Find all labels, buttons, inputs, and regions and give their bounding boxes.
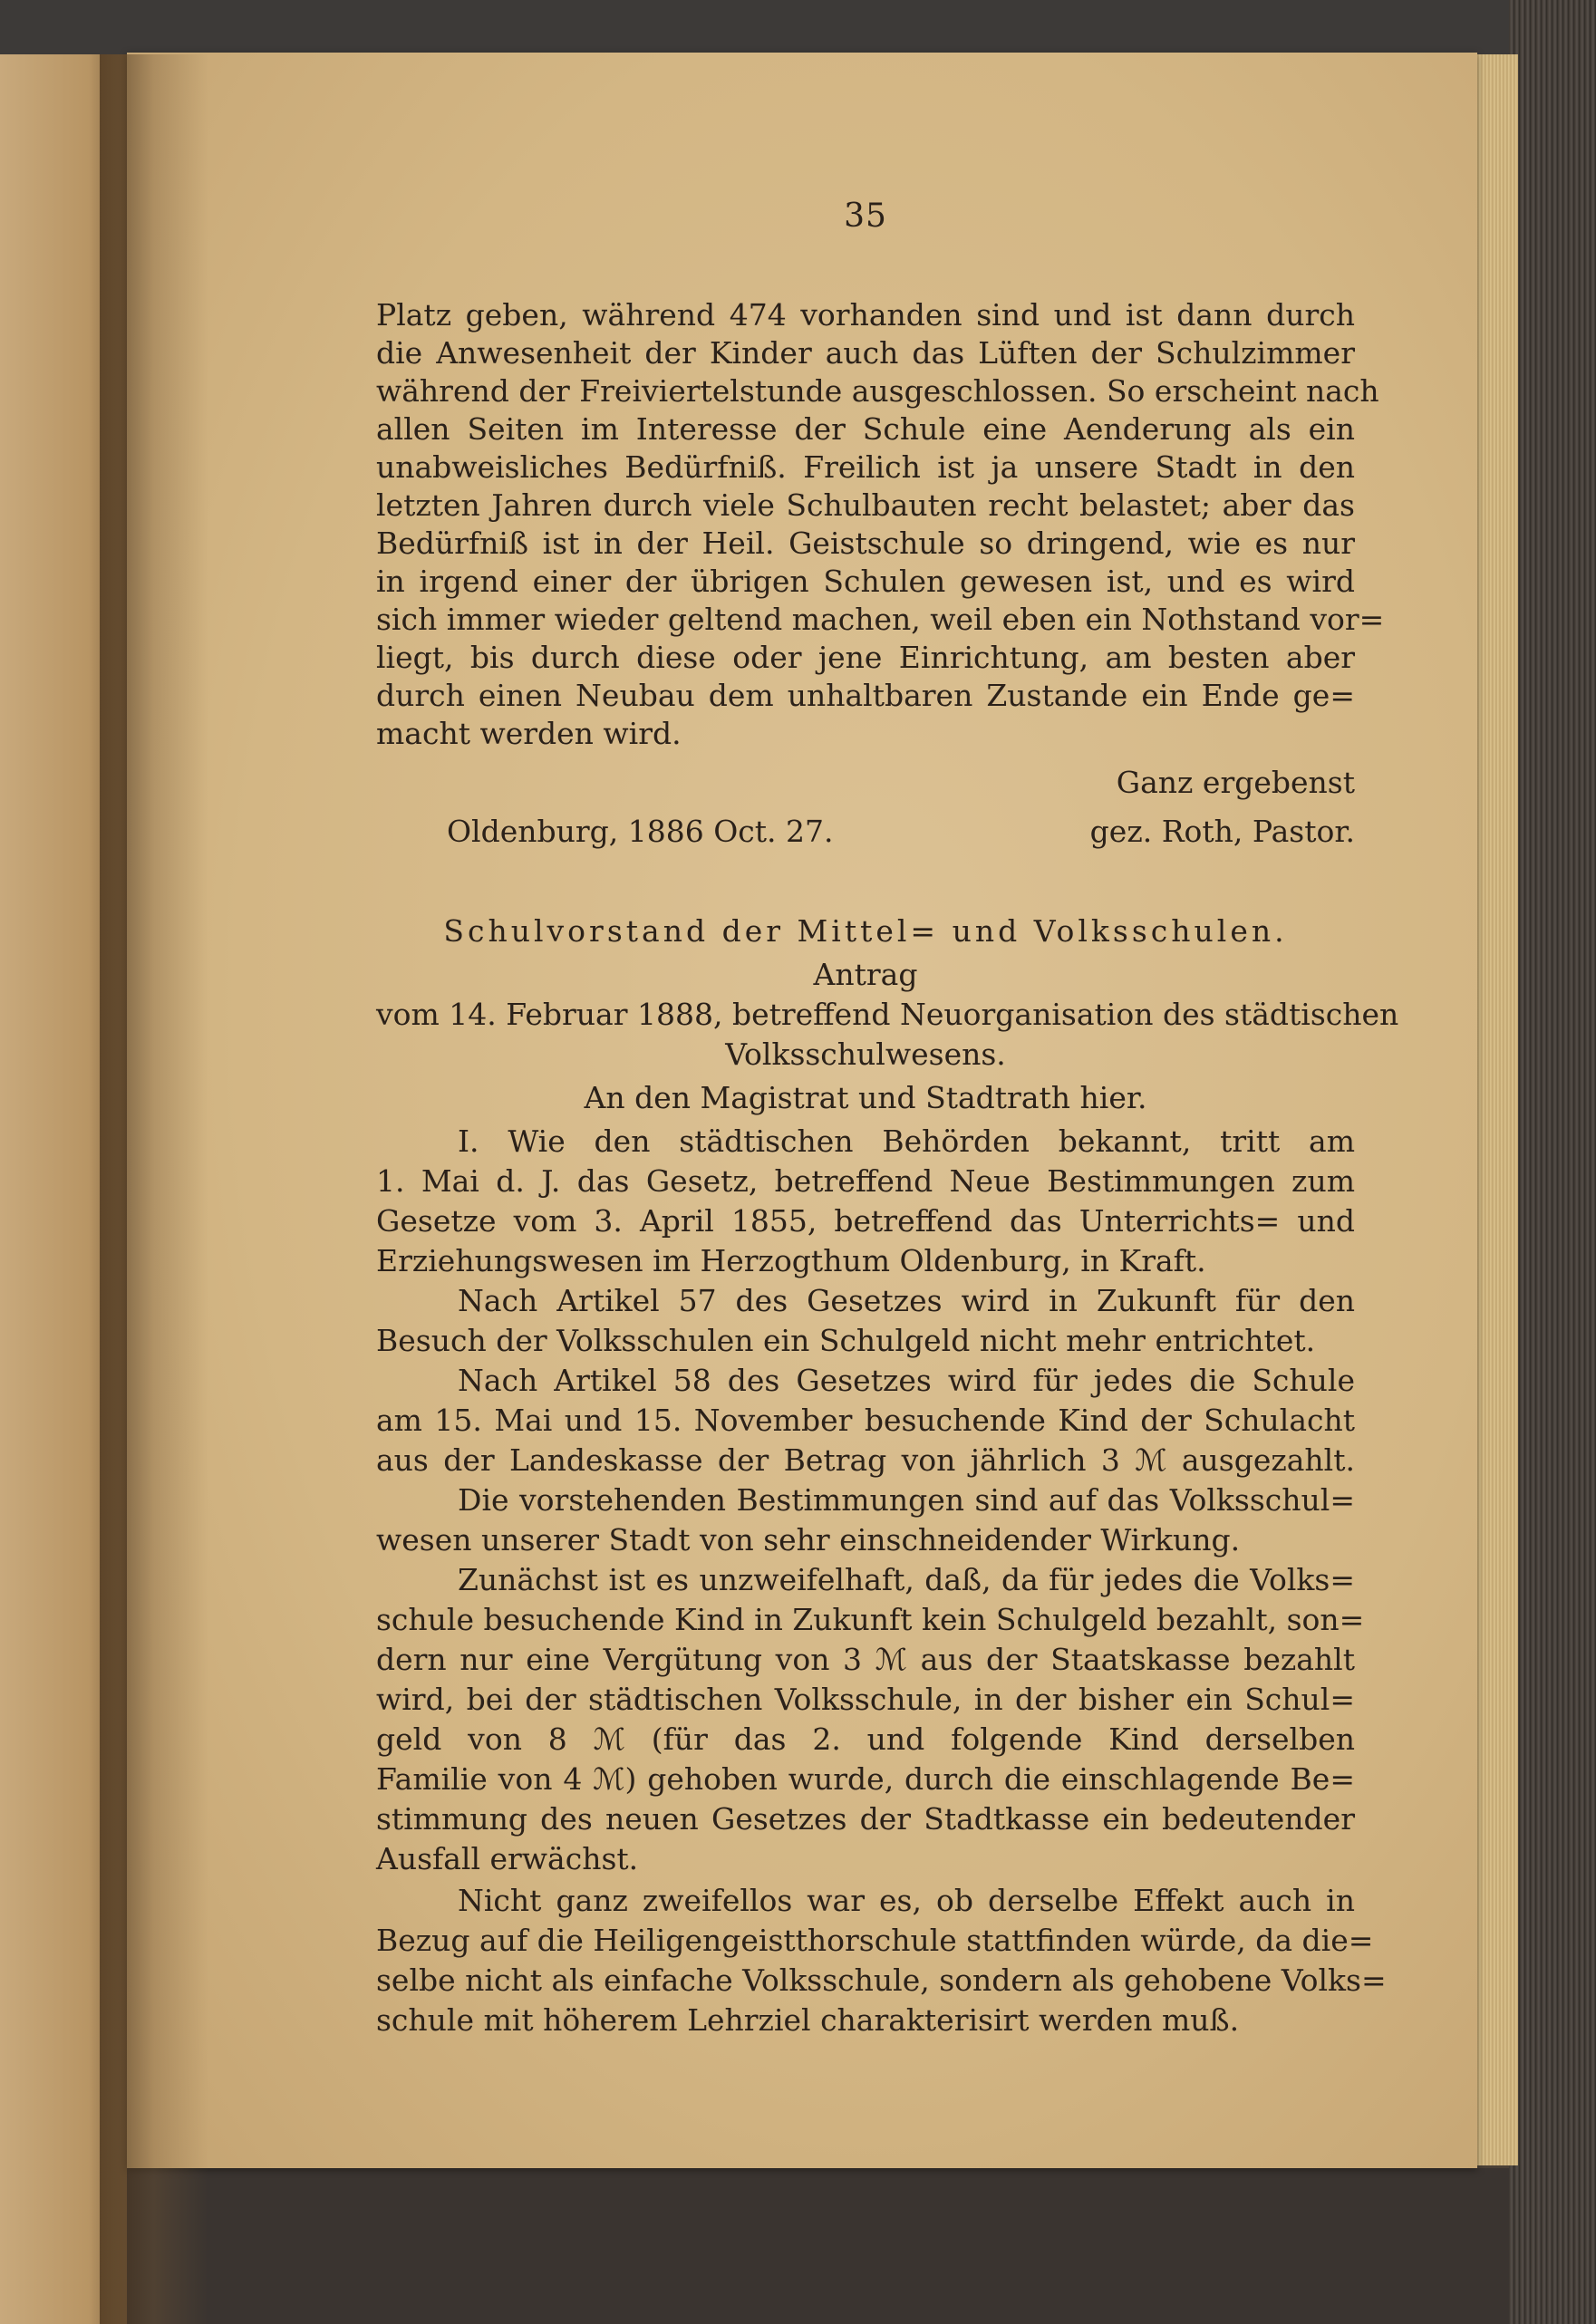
text-line: schule besuchende Kind in Zukunft kein Schulgeld bezahlt, son=: [376, 1602, 1365, 1637]
text-line: geld von 8 ℳ (für das 2. und folgende Kind derselben: [376, 1721, 1355, 1757]
text-line: in irgend einer der übrigen Schulen gewesen ist, und es wird: [376, 564, 1355, 599]
text-line: dern nur eine Vergütung von 3 ℳ aus der Staatskasse bezahlt: [376, 1642, 1355, 1677]
text-line: unabweisliches Bedürfniß. Freilich ist ja unsere Stadt in den: [376, 449, 1355, 485]
spine-shadow: [100, 54, 208, 2324]
signature-row: [376, 814, 1355, 853]
book-bottom-edge: [127, 2168, 1509, 2324]
text-line: Zunächst ist es unzweifelhaft, daß, da für jedes die Volks=: [458, 1562, 1355, 1597]
text-line: schule mit höherem Lehrziel charakterisirt werden muß.: [376, 2002, 1240, 2038]
text-line: Platz geben, während 474 vorhanden sind und ist dann durch: [376, 297, 1355, 333]
text-line: allen Seiten im Interesse der Schule eine Aenderung als ein: [376, 411, 1355, 447]
section-heading: Schulvorstand der Mittel= und Volksschulen.: [443, 913, 1288, 949]
text-line: stimmung des neuen Gesetzes der Stadtkasse ein bedeutender: [376, 1801, 1355, 1837]
text-line: Erziehungswesen im Herzogthum Oldenburg, in Kraft.: [376, 1243, 1206, 1278]
signature: gez. Roth, Pastor.: [1089, 814, 1355, 849]
text-line: am 15. Mai und 15. November besuchende Kind der Schulacht: [376, 1403, 1355, 1438]
text-line: während der Freiviertelstunde ausgeschlossen. So erscheint nach: [376, 373, 1379, 409]
text-line: durch einen Neubau dem unhaltbaren Zustande ein Ende ge=: [376, 678, 1355, 713]
text-line: Nicht ganz zweifellos war es, ob derselbe Effekt auch in: [458, 1883, 1355, 1918]
text-line: liegt, bis durch diese oder jene Einrichtung, am besten aber: [376, 640, 1355, 675]
text-line: Bedürfniß ist in der Heil. Geistschule so dringend, wie es nur: [376, 526, 1355, 561]
text-line: Nach Artikel 58 des Gesetzes wird für jedes die Schule: [458, 1363, 1355, 1398]
text-line: aus der Landeskasse der Betrag von jährlich 3 ℳ ausgezahlt.: [376, 1442, 1355, 1478]
book-page: [127, 53, 1477, 2168]
text-line: 1. Mai d. J. das Gesetz, betreffend Neue Bestimmungen zum: [376, 1163, 1355, 1199]
text-line: selbe nicht als einfache Volksschule, sondern als gehobene Volks=: [376, 1962, 1387, 1998]
book-cover-right: [1509, 0, 1596, 2324]
subheading: vom 14. Februar 1888, betreffend Neuorganisation des städtischen: [376, 997, 1399, 1032]
place-date: Oldenburg, 1886 Oct. 27.: [447, 814, 834, 849]
text-line: Bezug auf die Heiligengeistthorschule stattfinden würde, da die=: [376, 1923, 1374, 1958]
text-line: letzten Jahren durch viele Schulbauten recht belastet; aber das: [376, 487, 1355, 523]
subheading: Volksschulwesens.: [725, 1037, 1006, 1072]
text-line: Die vorstehenden Bestimmungen sind auf das Volksschul=: [458, 1482, 1355, 1518]
text-line: Gesetze vom 3. April 1855, betreffend das Unterrichts= und: [376, 1203, 1355, 1239]
page-number: 35: [844, 198, 887, 235]
closing-text: Ganz ergebenst: [1116, 765, 1355, 800]
subheading: Antrag: [813, 957, 918, 992]
page-stack-edges: [1473, 54, 1518, 2165]
address-line: An den Magistrat und Stadtrath hier.: [584, 1080, 1147, 1115]
text-line: die Anwesenheit der Kinder auch das Lüften der Schulzimmer: [376, 335, 1355, 371]
text-line: wird, bei der städtischen Volksschule, in der bisher ein Schul=: [376, 1682, 1355, 1717]
text-line: Familie von 4 ℳ) gehoben wurde, durch die einschlagende Be=: [376, 1761, 1355, 1797]
text-line: wesen unserer Stadt von sehr einschneidender Wirkung.: [376, 1522, 1241, 1557]
text-line: Ausfall erwächst.: [376, 1841, 639, 1876]
text-line: macht werden wird.: [376, 716, 682, 751]
text-line: Besuch der Volksschulen ein Schulgeld nicht mehr entrichtet.: [376, 1323, 1316, 1358]
text-line: sich immer wieder geltend machen, weil eben ein Nothstand vor=: [376, 602, 1385, 637]
text-line: I. Wie den städtischen Behörden bekannt, tritt am: [458, 1123, 1355, 1159]
text-line: Nach Artikel 57 des Gesetzes wird in Zukunft für den: [458, 1283, 1355, 1318]
